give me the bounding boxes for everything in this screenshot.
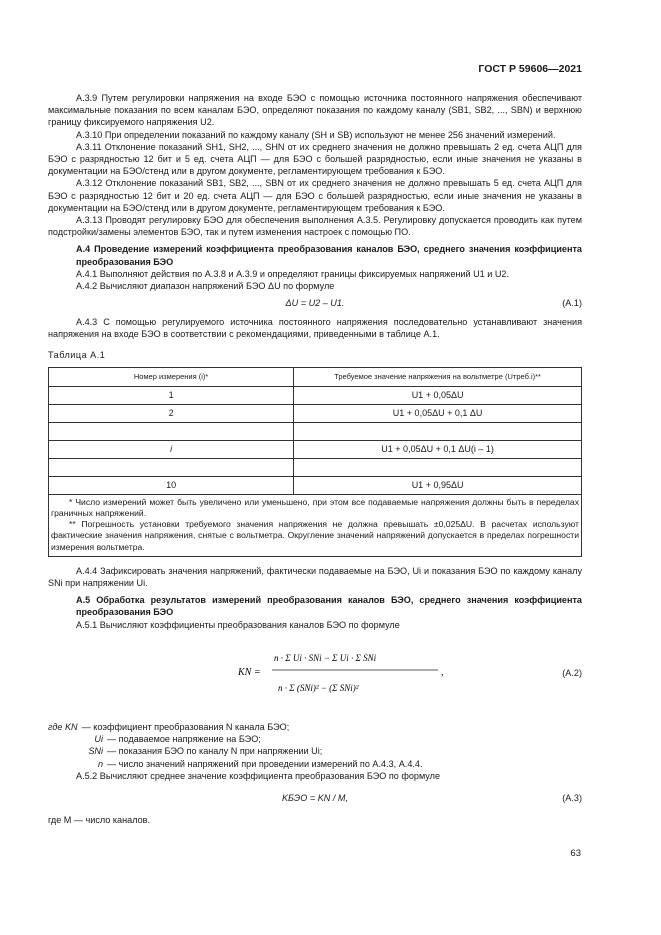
doc-header: ГОСТ Р 59606—2021: [478, 63, 582, 75]
paragraph-a41: А.4.1 Выполняют действия по А.3.8 и А.3.9 и определяют границы фиксируемых напряжений U1 и U2.: [76, 268, 510, 279]
formula-a2-number: (А.2): [562, 667, 582, 678]
definition-text: — показания БЭО по каналу N при напряжении Ui;: [107, 746, 323, 757]
paragraph-a52: А.5.2 Вычисляют среднее значение коэффициента преобразования БЭО по формуле: [76, 770, 441, 781]
table-row: [49, 440, 582, 458]
formula-a2-graphic: [238, 637, 458, 715]
page-content: [48, 92, 582, 826]
formula-a2: [48, 637, 582, 715]
definition-item: [48, 758, 582, 770]
paragraph-a311: А.3.11 Отклонение показаний SH1, SH2, ..., SHN от их среднего значения не должно превышать 2 ед. счета АЦП для БЭО с разрядностью 12 бит и 5 ед. счета АЦП — для БЭО с большей разрядностью, если иные значения не указаны в документации на БЭО/стенд или в другом документе, регламентирующем требования к БЭО.: [48, 141, 582, 177]
table-row: [49, 404, 582, 422]
formula-a2-lhs: KN =: [238, 666, 261, 678]
paragraph-a42: А.4.2 Вычисляют диапазон напряжений БЭО ΔU по формуле: [76, 281, 335, 292]
table-cell: U1 + 0,05ΔU: [294, 386, 582, 404]
table-header-row: [49, 367, 582, 386]
table-caption: Таблица А.1: [48, 349, 106, 360]
table-cell: U1 + 0,05ΔU + 0,1 ΔU: [294, 404, 582, 422]
formula-a2-numerator: n · Σ Ui · SNi − Σ Ui · Σ SNi: [274, 652, 377, 663]
definition-item: [48, 733, 582, 745]
section-a4-title: А.4 Проведение измерений коэффициента преобразования каналов БЭО, среднего значения коэффициента преобразования БЭО: [76, 244, 582, 267]
paragraph-a313: А.3.13 Проводят регулировку БЭО для обеспечения выполнения А.3.5. Регулировку допускается проводить как путем подстройки/замены элементов БЭО, так и путем изменения настроек с помощью ПО.: [48, 215, 582, 238]
paragraph-a310: А.3.10 При определении показаний по каждому каналу (SH и SB) используют не менее 256 значений измерений.: [76, 129, 556, 140]
page-number: 63: [570, 848, 581, 859]
table-cell: 1: [49, 386, 294, 404]
table-cell: U1 + 0,05ΔU + 0,1 ΔU(i – 1): [294, 440, 582, 458]
table-notes: [49, 494, 582, 556]
definitions-list: [48, 721, 582, 770]
table-row: [49, 476, 582, 494]
definition-symbol: n: [97, 758, 103, 769]
definition-text: — подаваемое напряжение на БЭО;: [107, 734, 261, 745]
definition-symbol: Ui: [94, 734, 103, 745]
table-cell: 2: [49, 404, 294, 422]
table-cell: [294, 458, 582, 476]
definition-symbol: где KN: [48, 721, 78, 732]
table-header-cell: Требуемое значение напряжения на вольтметре (Uтреб.i)**: [294, 367, 582, 386]
formula-a1-number: (А.1): [562, 298, 582, 309]
table-note-2: ** Погрешность установки требуемого значения напряжения не должна превышать ±0,025ΔU. В расчетах используют фактические значения напряжения, снятые с вольтметра. Округление значений напряжений допускается в пределах погрешности измерения вольтметра.: [51, 519, 579, 552]
definition-text: — коэффициент преобразования N канала БЭО;: [81, 721, 290, 732]
formula-a1-expr: ΔU = U2 – U1.: [285, 298, 345, 309]
table-header-cell: Номер измерения (i)*: [49, 367, 294, 386]
paragraph-a51: А.5.1 Вычисляют коэффициенты преобразования каналов БЭО по формуле: [76, 619, 400, 630]
paragraph-a39: А.3.9 Путем регулировки напряжения на входе БЭО с помощью источника постоянного напряжения обеспечивают максимальные показания по всем каналам БЭО, определяют показания по каждому каналу (SB1, SB2, ..., SBN) и верхнюю границу фиксируемого напряжения U2.: [48, 93, 582, 128]
table-cell: U1 + 0,95ΔU: [294, 476, 582, 494]
table-note-1: * Число измерений может быть увеличено или уменьшено, при этом все подаваемые напряжения должны быть в переделах граничных напряжений.: [51, 496, 579, 519]
where-m-definition: где M — число каналов.: [48, 814, 151, 825]
table-row: [49, 386, 582, 404]
formula-a2-tail: ,: [441, 666, 444, 678]
paragraph-a312: А.3.12 Отклонение показаний SB1, SB2, ..., SBN от их среднего значения не должно превышать 5 ед. счета АЦП для БЭО с разрядностью 12 бит и 20 ед. счета АЦП — для БЭО с большей разрядностью, если иные значения не указаны в документации на БЭО/стенд или в другом документе, регламентирующем требования к БЭО.: [48, 178, 582, 213]
table-cell: i: [49, 440, 294, 458]
table-row: [49, 422, 582, 440]
table-cell: [49, 422, 294, 440]
paragraph-a44: А.4.4 Зафиксировать значения напряжений, фактически подаваемые на БЭО, Ui и показания БЭО по каждому каналу SNi при напряжении Ui.: [48, 565, 582, 589]
definition-item: [48, 745, 582, 757]
definition-symbol: SNi: [88, 746, 103, 757]
table-cell: [294, 422, 582, 440]
formula-a1: [48, 294, 582, 314]
table-a1: [48, 367, 582, 557]
formula-a3: [48, 784, 582, 812]
definition-item: [48, 721, 582, 733]
paragraph-a43: А.4.3 С помощью регулируемого источника постоянного напряжения последовательно устанавливают значения напряжения на входе БЭО в соответствии с рекомендациями, приведенными в таблице А.1.: [48, 317, 582, 340]
table-cell: 10: [49, 476, 294, 494]
section-a5-title: А.5 Обработка результатов измерений преобразования каналов БЭО, среднего значения коэффициента преобразования БЭО: [76, 595, 582, 618]
formula-a3-expr: KБЭО = KN / M,: [281, 792, 349, 803]
definition-text: — число значений напряжений при проведении измерений по А.4.3, А.4.4.: [107, 758, 423, 769]
table-notes-row: [49, 494, 582, 556]
formula-a3-number: (А.3): [562, 792, 582, 803]
table-row: [49, 458, 582, 476]
formula-a2-denominator: n · Σ (SNi)² − (Σ SNi)²: [278, 682, 359, 693]
table-cell: [49, 458, 294, 476]
